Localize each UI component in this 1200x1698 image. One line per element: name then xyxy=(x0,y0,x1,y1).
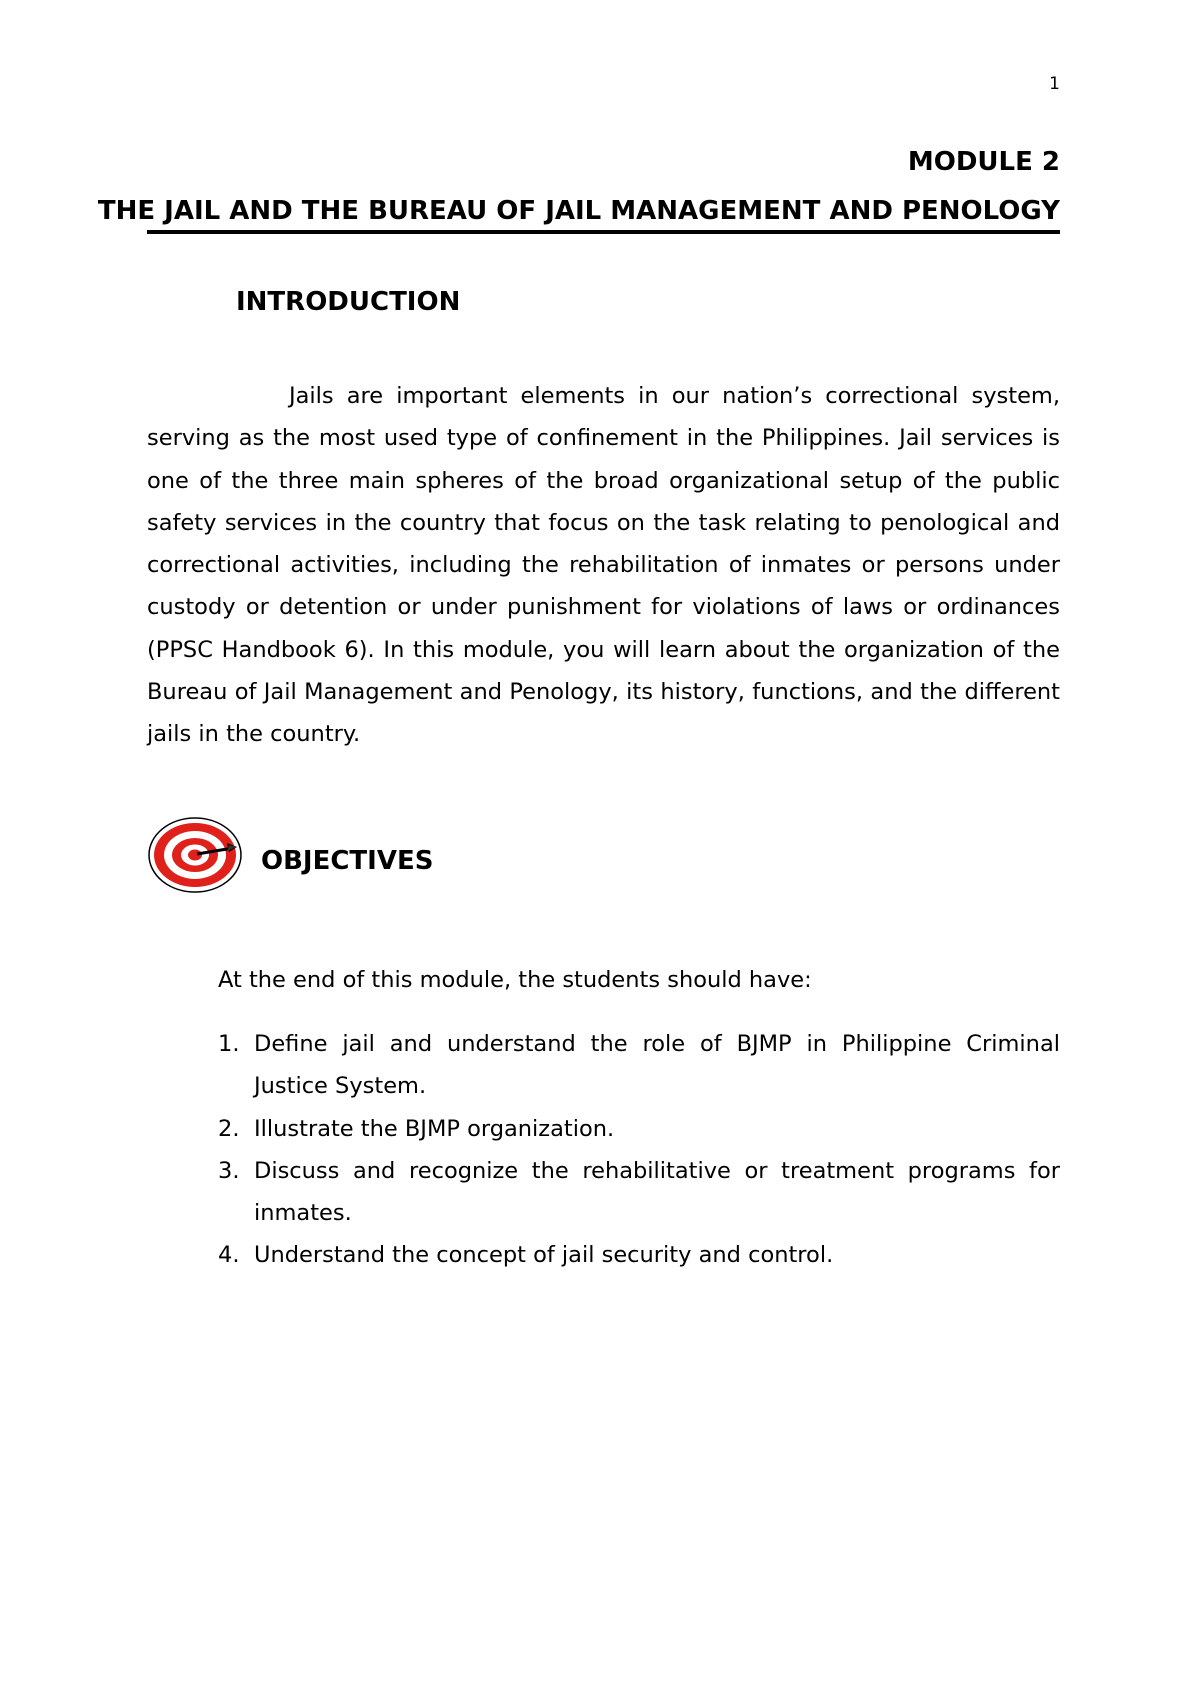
module-title: THE JAIL AND THE BUREAU OF JAIL MANAGEMENT AND PENOLOGY xyxy=(97,196,1060,226)
objective-item xyxy=(218,1150,1060,1235)
introduction-paragraph: Jails are important elements in our nation’s correctional system, serving as the most used type of confinement in the Philippines. Jail services is one of the three main spheres of the broad organizational setup of the public safety services in the country that focus on the task relating to penological and correctional activities, including the rehabilitation of inmates or persons under custody or detention or under punishment for violations of laws or ordinances (PPSC Handbook 6). In this module, you will learn about the organization of the Bureau of Jail Management and Penology, its history, functions, and the different jails in the country. xyxy=(147,383,1060,748)
introduction-heading: INTRODUCTION xyxy=(236,287,461,317)
objective-item xyxy=(218,1234,1060,1276)
objective-number: 4. xyxy=(218,1242,240,1269)
objective-text: Discuss and recognize the rehabilitative or treatment programs for inmates. xyxy=(254,1157,1060,1227)
objectives-lead: At the end of this module, the students should have: xyxy=(218,967,812,993)
module-label: MODULE 2 xyxy=(907,147,1060,177)
objectives-list xyxy=(218,1023,1060,1277)
objective-item xyxy=(218,1023,1060,1108)
target-icon xyxy=(147,815,245,895)
objective-text: Define jail and understand the role of BJMP in Philippine Criminal Justice System. xyxy=(254,1031,1060,1100)
title-rule xyxy=(147,230,1060,234)
page-number: 1 xyxy=(1049,74,1060,94)
objective-text: Illustrate the BJMP organization. xyxy=(254,1115,615,1142)
objective-number: 2. xyxy=(218,1115,240,1142)
objective-number: 3. xyxy=(218,1157,240,1184)
objective-item xyxy=(218,1108,1060,1150)
objectives-heading: OBJECTIVES xyxy=(261,846,434,876)
objective-number: 1. xyxy=(218,1031,240,1057)
objective-text: Understand the concept of jail security and control. xyxy=(254,1242,834,1269)
